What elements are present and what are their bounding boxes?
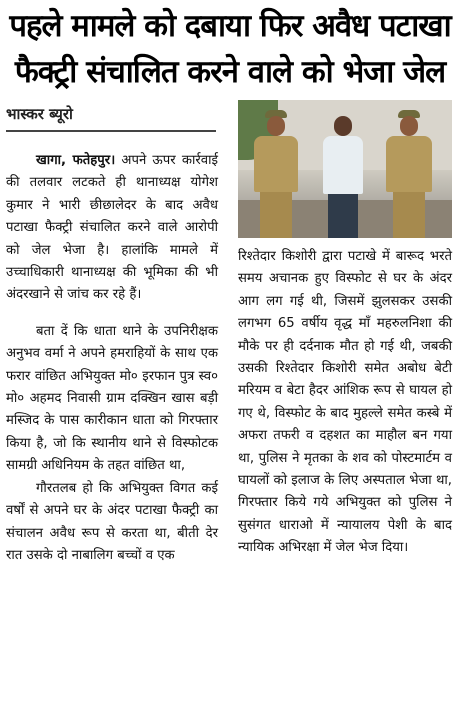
photo-policeman-right [384, 110, 434, 238]
byline: भास्कर ब्यूरो [6, 104, 216, 132]
paragraph-3: गौरतलब हो कि अभियुक्त विगत कई वर्षों से अपने घर के अंदर पटाखा फैक्ट्री का संचालन अवैध रूप से करता था, बीती देर रात उसके दो नाबालिग बच्चों व एक [6, 480, 218, 563]
headline-line-2: फैक्ट्री संचालित करने वाले को भेजा जेल [14, 54, 446, 90]
article-right-column [238, 246, 452, 560]
paragraph-1-text: अपने ऊपर कार्रवाई की तलवार लटकते ही थानाध्यक्ष योगेश कुमार ने भारी छीछालेदर के बाद अवैध पटाखा फैक्ट्री संचालित करने वाले आरोपी को जेल भेजा है। हालांकि मामले में उच्चाधिकारी थानाध्यक्ष की भूमिका की भी अंदरखाने से जांच कर रहे हैं। [6, 153, 218, 303]
paragraph-1 [6, 150, 218, 307]
paragraph-2: बता दें कि धाता थाने के उपनिरीक्षक अनुभव वर्मा ने अपने हमराहियों के साथ एक फरार वांछित अभियुक्त मो० इरफान पुत्र स्व० मो० अहमद निवासी ग्राम दक्खिन खास बड़ी मस्जिद के पास कारीकान धाता को गिरफ्तार किया है, जो कि स्थानीय थाने से विस्फोटक सामग्री अधिनियम के तहत वांछित था, [6, 323, 218, 474]
article-left-column [6, 150, 218, 567]
photo-policeman-left [252, 110, 300, 238]
photo-accused-man [320, 116, 366, 238]
headline-line-1: पहले मामले को दबाया फिर अवैध पटाखा [9, 8, 451, 44]
news-photo-arrest [238, 100, 452, 238]
dateline: खागा, फतेहपुर। [36, 153, 116, 168]
paragraph-4: रिश्तेदार किशोरी द्वारा पटाखे में बारूद भरते समय अचानक हुए विस्फोट से घर के अंदर आग लग गई थी, जिसमें झुलसकर उसकी लगभग 65 वर्षीय वृद्ध माँ महरुलनिशा की मौके पर ही दर्दनाक मौत हो गई थी, जबकी उसकी रिश्तेदार किशोरी समेत अबोध बेटी मरियम व बेटा हैदर आंशिक रूप से घायल हो गए थे, विस्फोट के बाद मुहल्ले समेत कस्बे में अफरा तफरी व दहशत का माहौल बन गया था, पुलिस ने मृतका के शव को पोस्टमार्टम व घायलों को इलाज के लिए अस्पताल भेजा था, गिरफ्तार किये गये अभियुक्त को पुलिस ने सुसंगत धाराओ में न्यायालय पेशी के बाद न्यायिक अभिरक्षा में जेल भेज दिया। [238, 249, 452, 556]
